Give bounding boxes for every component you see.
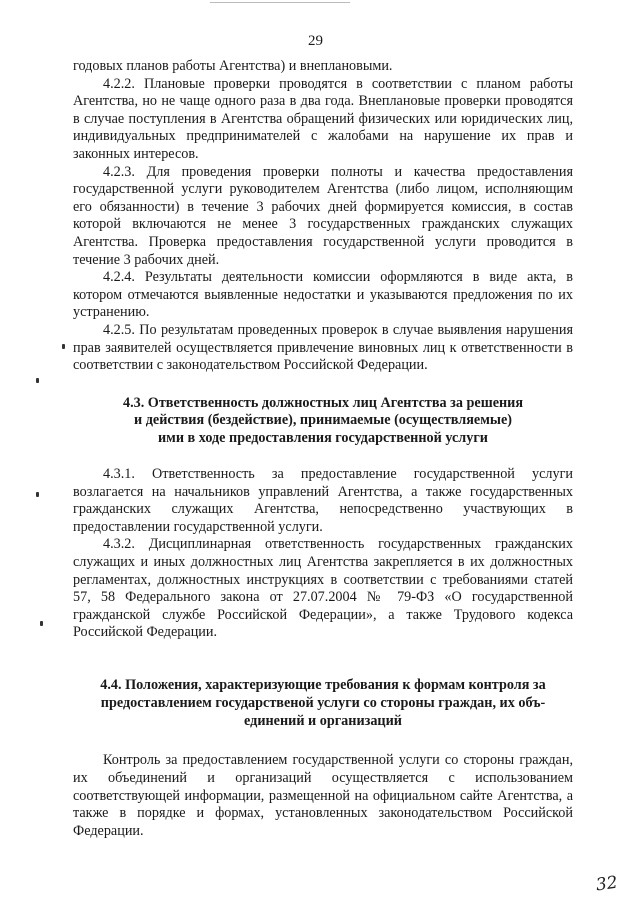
paragraph-4-3-2: 4.3.2. Дисциплинарная ответственность государственных гражданских служащих и иных должностных лиц Агентства закрепляется в их должностных регламентах, должностных инструкциях в соответствии с требованиями статей 57, 58 Федерального закона от 27.07.2004 № 79-ФЗ «О государственной гражданской службе Российской Федерации», а также Трудового кодекса Российской Федерации. xyxy=(73,536,573,641)
paragraph-4-2-5: 4.2.5. По результатам проведенных проверок в случае выявления нарушения прав заявителей осуществляется привлечение виновных лиц к ответственности в соответствии с законодательством Российской Федерации. xyxy=(73,321,573,374)
document-body xyxy=(73,58,573,840)
heading-line: и действия (бездействие), принимаемые (осуществляемые) xyxy=(134,412,512,429)
heading-line: предоставлением государственой услуги со стороны граждан, их объ- xyxy=(100,694,546,711)
heading-line: 4.4. Положения, характеризующие требования к формам контроля за xyxy=(100,677,546,694)
paragraph-4-2-3: 4.2.3. Для проведения проверки полноты и качества предоставления государственной услуги руководителем Агентства (либо лицом, исполняющим его обязанности) в течение 3 рабочих дней формируется комиссия, в состав которой включаются не менее 3 государственных гражданских служащих Агентства. Проверка предоставления государственной услуги проводится в течение 3 рабочих дней. xyxy=(73,163,573,268)
heading-line: 4.3. Ответственность должностных лиц Агентства за решения xyxy=(122,394,524,411)
page-number: 29 xyxy=(308,33,323,49)
scan-edge-line xyxy=(210,2,350,3)
section-heading-4-3 xyxy=(73,395,573,448)
paragraph-4-4: Контроль за предоставлением государственной услуги со стороны граждан, их объединений и организаций осуществляется с использованием соответствующей информации, размещенной на официальном сайте Агентства, а также в порядке и формах, установленных законодательством Российской Федерации. xyxy=(73,752,573,839)
paragraph-4-2-4: 4.2.4. Результаты деятельности комиссии оформляются в виде акта, в котором отмечаются выявленные недостатки и указываются предложения по их устранению. xyxy=(73,269,573,321)
scan-speck xyxy=(36,378,39,383)
section-heading-4-4 xyxy=(73,677,573,730)
paragraph-continuation: годовых планов работы Агентства) и внеплановыми. xyxy=(73,58,393,74)
paragraph-4-2-2: 4.2.2. Плановые проверки проводятся в соответствии с планом работы Агентства, но не чаще одного раза в два года. Внеплановые проверки проводятся в случае поступления в Агентства обращений физических или юридических лиц, индивидуальных предпринимателей с жалобами на нарушение их прав и законных интересов. xyxy=(73,75,573,162)
scan-speck xyxy=(36,492,39,497)
paragraph-4-3-1: 4.3.1. Ответственность за предоставление государственной услуги возлагается на начальников управлений Агентства, а также государственных гражданских служащих Агентства, непосредственно участвующих в предоставлении государственной услуги. xyxy=(73,466,573,535)
scan-speck xyxy=(40,621,43,626)
heading-line: ими в ходе предоставления государственной услуги xyxy=(158,430,488,447)
scan-speck xyxy=(62,344,65,349)
heading-line: единений и организаций xyxy=(244,712,402,729)
handwritten-page-number: 32 xyxy=(594,872,619,896)
